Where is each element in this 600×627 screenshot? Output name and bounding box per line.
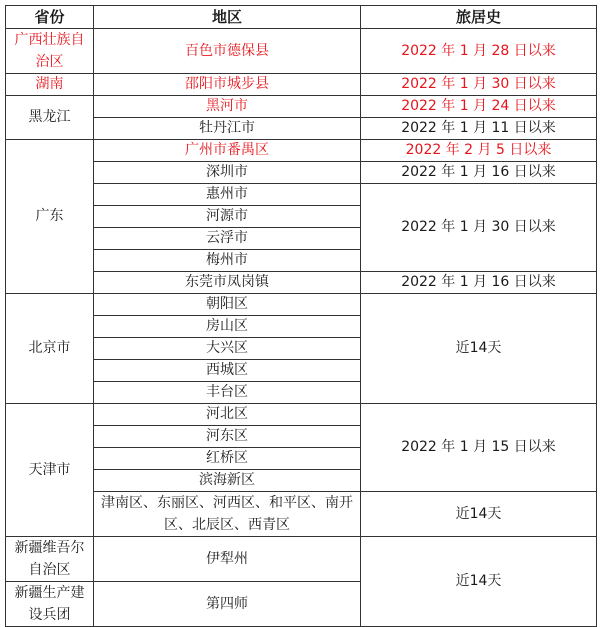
history-cell: 2022 年 1 月 16 日以来 — [361, 272, 597, 294]
table-row — [6, 118, 597, 140]
region-cell: 房山区 — [94, 316, 361, 338]
region-cell: 邵阳市城步县 — [94, 74, 361, 96]
history-cell: 2022 年 1 月 16 日以来 — [361, 162, 597, 184]
province-cell: 新疆维吾尔自治区 — [6, 537, 94, 582]
history-cell: 2022 年 1 月 11 日以来 — [361, 118, 597, 140]
province-cell: 天津市 — [6, 404, 94, 537]
region-cell: 西城区 — [94, 360, 361, 382]
history-cell: 2022 年 2 月 5 日以来 — [361, 140, 597, 162]
header-region: 地区 — [94, 6, 361, 29]
table-row — [6, 184, 597, 206]
table-row — [6, 294, 597, 316]
region-cell: 梅州市 — [94, 250, 361, 272]
history-cell: 2022 年 1 月 30 日以来 — [361, 184, 597, 272]
province-cell: 新疆生产建设兵团 — [6, 582, 94, 627]
region-cell: 河东区 — [94, 426, 361, 448]
history-cell: 近14天 — [361, 294, 597, 404]
table-row — [6, 74, 597, 96]
history-cell: 2022 年 1 月 30 日以来 — [361, 74, 597, 96]
province-cell: 黑龙江 — [6, 96, 94, 140]
history-cell: 2022 年 1 月 15 日以来 — [361, 404, 597, 492]
history-cell: 2022 年 1 月 28 日以来 — [361, 29, 597, 74]
region-cell: 云浮市 — [94, 228, 361, 250]
region-cell: 广州市番禺区 — [94, 140, 361, 162]
region-cell: 河源市 — [94, 206, 361, 228]
header-history: 旅居史 — [361, 6, 597, 29]
region-cell: 牡丹江市 — [94, 118, 361, 140]
header-province: 省份 — [6, 6, 94, 29]
region-cell: 滨海新区 — [94, 470, 361, 492]
region-cell: 东莞市凤岗镇 — [94, 272, 361, 294]
table-row — [6, 272, 597, 294]
table-row — [6, 537, 597, 582]
region-cell: 伊犁州 — [94, 537, 361, 582]
region-cell: 深圳市 — [94, 162, 361, 184]
table-row — [6, 96, 597, 118]
table-row — [6, 162, 597, 184]
region-cell: 大兴区 — [94, 338, 361, 360]
region-cell: 津南区、东丽区、河西区、和平区、南开区、北辰区、西青区 — [94, 492, 361, 537]
province-cell: 湖南 — [6, 74, 94, 96]
table-row — [6, 140, 597, 162]
province-cell: 广东 — [6, 140, 94, 294]
table-header-row — [6, 6, 597, 29]
region-cell: 第四师 — [94, 582, 361, 627]
region-cell: 朝阳区 — [94, 294, 361, 316]
region-cell: 惠州市 — [94, 184, 361, 206]
province-cell: 广西壮族自治区 — [6, 29, 94, 74]
province-cell: 北京市 — [6, 294, 94, 404]
history-cell: 近14天 — [361, 537, 597, 627]
region-cell: 百色市德保县 — [94, 29, 361, 74]
table-row — [6, 404, 597, 426]
region-cell: 红桥区 — [94, 448, 361, 470]
travel-history-table — [5, 5, 597, 627]
region-cell: 黑河市 — [94, 96, 361, 118]
history-cell: 近14天 — [361, 492, 597, 537]
table-row — [6, 492, 597, 537]
history-cell: 2022 年 1 月 24 日以来 — [361, 96, 597, 118]
region-cell: 河北区 — [94, 404, 361, 426]
table-row — [6, 29, 597, 74]
region-cell: 丰台区 — [94, 382, 361, 404]
